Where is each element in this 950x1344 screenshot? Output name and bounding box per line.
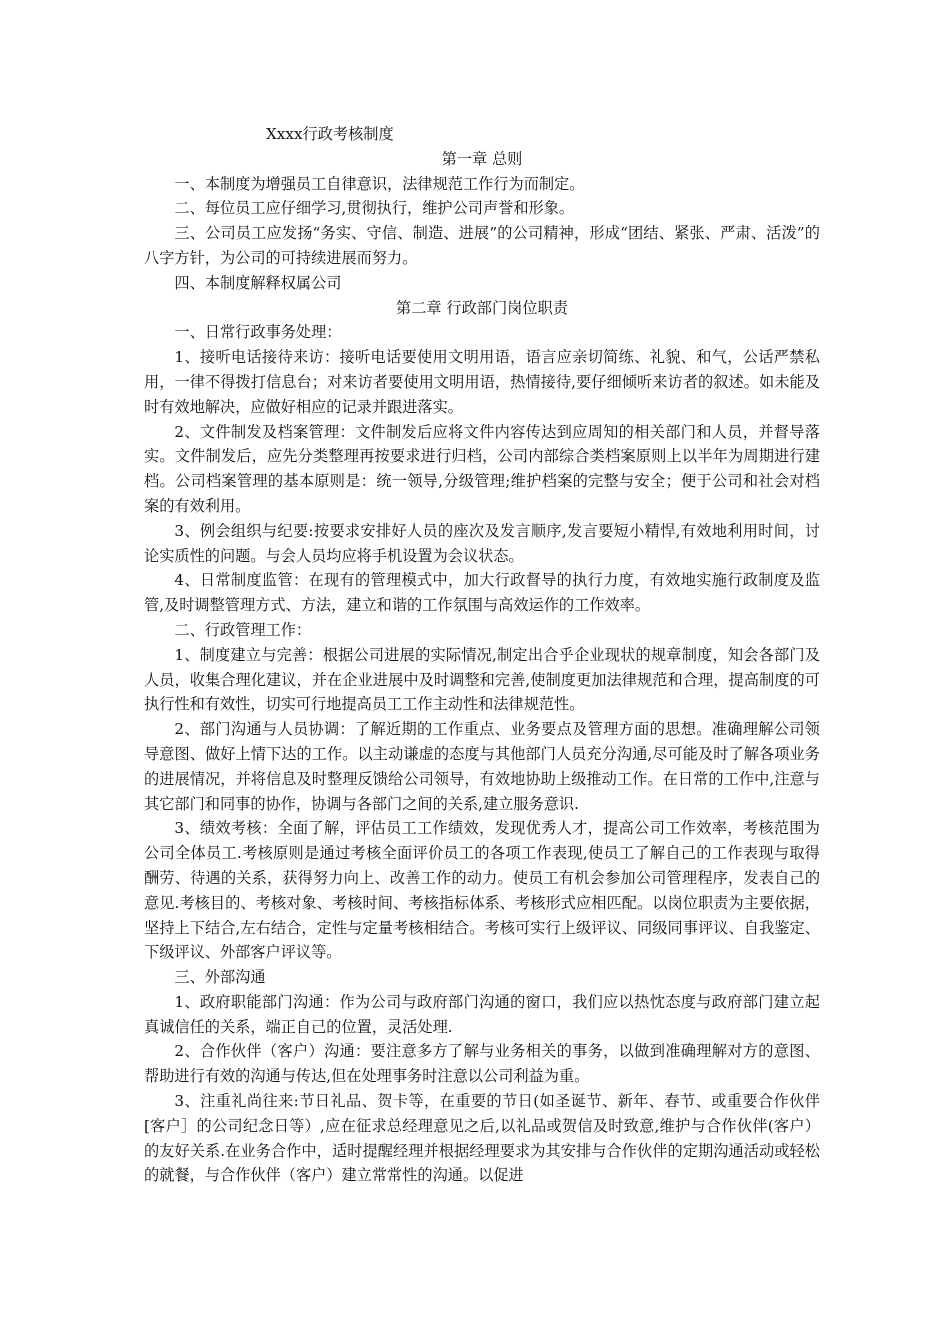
paragraph: 二、每位员工应仔细学习,贯彻执行，维护公司声誉和形象。 [174, 199, 575, 218]
paragraph: 3、例会组织与纪要:按要求安排好人员的座次及发言顺序,发言要短小精悍,有效地利用时间，讨论实质性的问题。与会人员均应将手机设置为会议状态。 [144, 521, 820, 565]
chapter-heading-2: 第二章 行政部门岗位职责 [396, 298, 568, 317]
paragraph: 2、文件制发及档案管理：文件制发后应将文件内容传达到应周知的相关部门和人员，并督导落实。文件制发后，应先分类整理再按要求进行归档，公司内部综合类档案原则上以半年为周期进行建档。公司档案管理的基本原则是：统一领导,分级管理;维护档案的完整与安全；便于公司和社会对档案的有效利用。 [144, 422, 820, 515]
section-heading: 三、外部沟通 [174, 968, 266, 987]
paragraph: 2、部门沟通与人员协调：了解近期的工作重点、业务要点及管理方面的思想。准确理解公司领导意图、做好上情下达的工作。以主动谦虚的态度与其他部门人员充分沟通,尽可能及时了解各项业务的进展情况，并将信息及时整理反馈给公司领导，有效地协助上级推动工作。在日常的工作中,注意与其它部门和同事的协作，协调与各部门之间的关系,建立服务意识. [144, 720, 820, 813]
paragraph: 一、本制度为增强员工自律意识，法律规范工作行为而制定。 [174, 174, 585, 193]
paragraph: 1、接听电话接待来访：接听电话要使用文明用语，语言应亲切简练、礼貌、和气，公话严禁私用，一律不得拨打信息台；对来访者要使用文明用语，热情接待,要仔细倾听来访者的叙述。如未能及时有效地解决，应做好相应的记录并跟进落实。 [144, 348, 820, 416]
section-heading: 二、行政管理工作： [174, 620, 312, 639]
paragraph: 四、本制度解释权属公司 [174, 273, 342, 292]
section-heading: 一、日常行政事务处理： [174, 323, 342, 342]
paragraph: 1、政府职能部门沟通：作为公司与政府部门沟通的窗口，我们应以热忱态度与政府部门建立起真诚信任的关系，端正自己的位置，灵活处理. [144, 992, 820, 1036]
chapter-heading-1: 第一章 总则 [441, 149, 523, 168]
paragraph: 4、日常制度监管：在现有的管理模式中，加大行政督导的执行力度，有效地实施行政制度及监管,及时调整管理方式、方法，建立和谐的工作氛围与高效运作的工作效率。 [144, 571, 820, 615]
paragraph: 1、制度建立与完善：根据公司进展的实际情况,制定出合乎企业现状的规章制度，知会各部门及人员，收集合理化建议，并在企业进展中及时调整和完善,使制度更加法律规范和合理，提高制度的可执行性和有效性，切实可行地提高员工工作主动性和法律规范性。 [144, 645, 820, 714]
paragraph: 2、合作伙伴（客户）沟通：要注意多方了解与业务相关的事务，以做到准确理解对方的意图、帮助进行有效的沟通与传达,但在处理事务时注意以公司利益为重。 [144, 1042, 820, 1086]
document-page [144, 122, 820, 1188]
paragraph: 3、注重礼尚往来:节日礼品、贺卡等，在重要的节日(如圣诞节、新年、春节、或重要合作伙伴[客户］的公司纪念日等）,应在征求总经理意见之后,以礼品或贺信及时致意,维护与合作伙伴(客户）的友好关系.在业务合作中，适时提醒经理并根据经理要求为其安排与合作伙伴的定期沟通活动或轻松的就餐，与合作伙伴（客户）建立常常性的沟通。以促进 [144, 1092, 820, 1185]
paragraph: 三、公司员工应发扬“务实、守信、制造、进展”的公司精神，形成“团结、紧张、严肃、活泼”的八字方针，为公司的可持续进展而努力。 [144, 224, 820, 267]
document-title: Xxxx行政考核制度 [266, 125, 394, 143]
paragraph: 3、绩效考核：全面了解，评估员工工作绩效，发现优秀人才，提高公司工作效率，考核范围为公司全体员工.考核原则是通过考核全面评价员工的各项工作表现,使员工了解自己的工作表现与取得酬劳、待遇的关系，获得努力向上、改善工作的动力。使员工有机会参加公司管理程序，发表自己的意见.考核目的、考核对象、考核时间、考核指标体系、考核形式应相匹配。以岗位职责为主要依据，坚持上下结合,左右结合，定性与定量考核相结合。考核可实行上级评议、同级同事评议、自我鉴定、下级评议、外部客户评议等。 [144, 819, 820, 962]
